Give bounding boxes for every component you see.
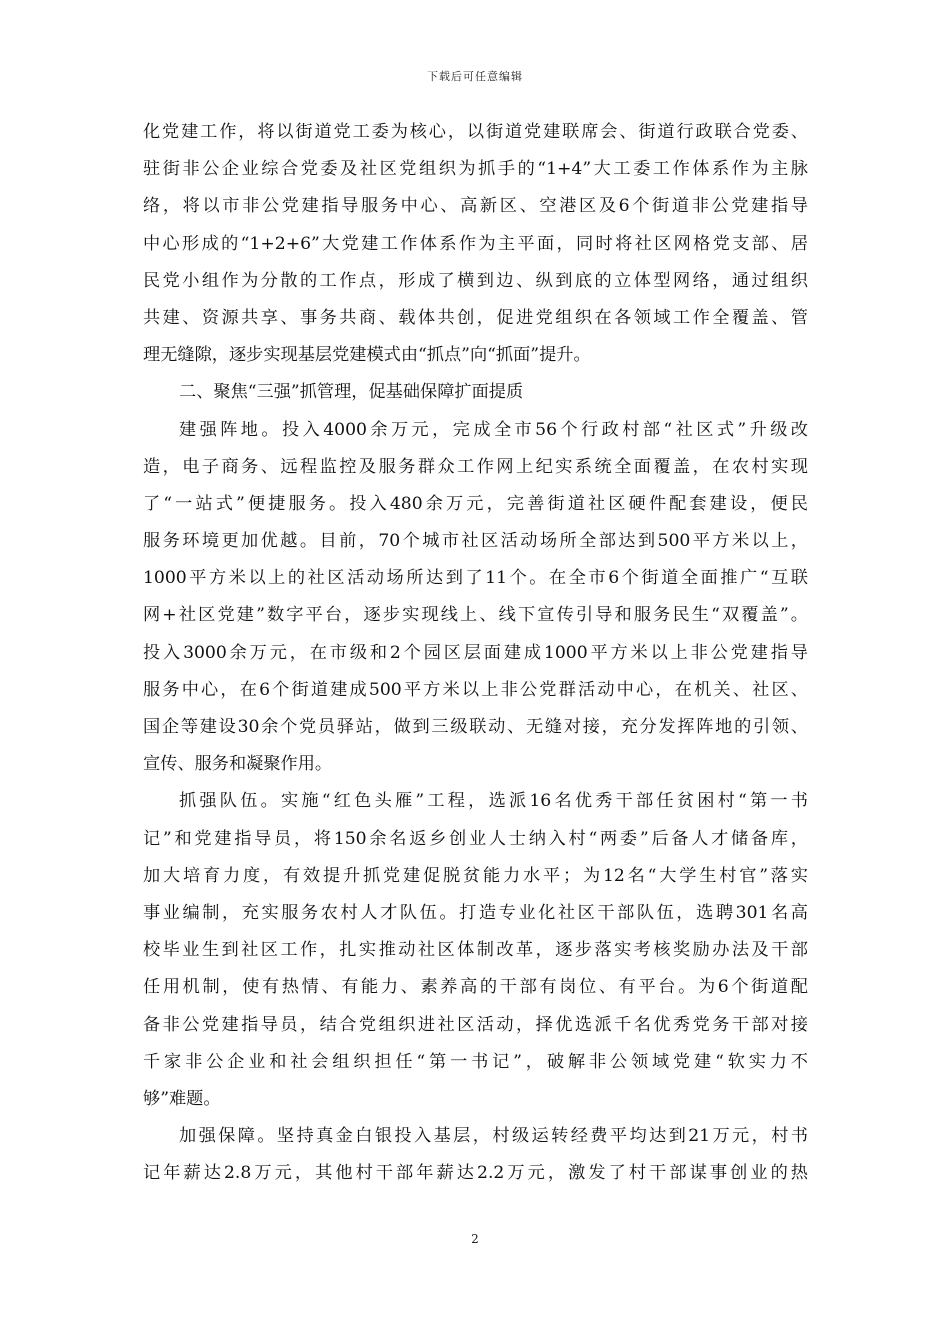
text-line: 千家非公企业和社会组织担任“第一书记”，破解非公领域党建“软实力不 [143,1051,808,1072]
text-line: 校毕业生到社区工作，扎实推动社区体制改革，逐步落实考核奖励办法及干部 [143,940,808,961]
text-line: 驻街非公企业综合党委及社区党组织为抓手的“1+4”大工委工作体系作为主脉 [143,159,808,180]
text-line: 化党建工作，将以街道党工委为核心，以街道党建联席会、街道行政联合党委、 [143,122,808,142]
document-body [143,114,808,1192]
page-number: 2 [471,1232,479,1246]
text-line: 中心形成的“1+2+6”大党建工作体系作为主平面，同时将社区网格党支部、居 [143,233,808,254]
text-line: 记”和党建指导员，将150余名返乡创业人士纳入村“两委”后备人才储备库， [143,828,808,849]
text-line: 记年薪达2.8万元，其他村干部年薪达2.2万元，激发了村干部谋事创业的热 [143,1163,808,1184]
text-line: 服务环境更加优越。目前，70个城市社区活动场所全部达到500平方米以上， [143,531,808,552]
text-line: 加强保障。坚持真金白银投入基层，村级运转经费平均达到21万元，村书 [179,1126,808,1147]
page-header: 下载后可任意编辑 [427,70,523,83]
text-line: 了“一站式”便捷服务。投入480余万元，完善街道社区硬件配套建设，便民 [143,493,808,514]
text-line: 国企等建设30余个党员驿站，做到三级联动、无缝对接，充分发挥阵地的引领、 [143,717,808,737]
text-line: 理无缝隙，逐步实现基层党建模式由“抓点”向“抓面”提升。 [143,345,591,366]
text-line: 事业编制，充实服务农村人才队伍。打造专业化社区干部队伍，选聘301名高 [143,902,808,923]
text-line: 共建、资源共享、事务共商、载体共创，促进党组织在各领域工作全覆盖、管 [143,307,808,328]
text-line: 网+社区党建”数字平台，逐步实现线上、线下宣传引导和服务民生“双覆盖”。 [143,605,808,626]
text-line: 建强阵地。投入4000余万元，完成全市56个行政村部“社区式”升级改 [179,419,808,440]
text-line: 任用机制，使有热情、有能力、素养高的干部有岗位、有平台。为6个街道配 [143,977,808,998]
text-line: 加大培育力度，有效提升抓党建促脱贫能力水平；为12名“大学生村官”落实 [143,865,808,886]
text-line: 造，电子商务、远程监控及服务群众工作网上纪实系统全面覆盖，在农村实现 [143,456,808,477]
text-line: 络，将以市非公党建指导服务中心、高新区、空港区及6个街道非公党建指导 [143,196,808,217]
text-line: 服务中心，在6个街道建成500平方米以上非公党群活动中心，在机关、社区、 [143,679,808,700]
text-line: 1000平方米以上的社区活动场所达到了11个。在全市6个街道全面推广“互联 [143,568,808,589]
text-line: 抓强队伍。实施“红色头雁”工程，选派16名优秀干部任贫困村“第一书 [179,791,808,812]
text-line: 宣传、服务和凝聚作用。 [143,754,333,775]
text-line: 投入3000余万元，在市级和2个园区层面建成1000平方米以上非公党建指导 [143,642,808,663]
text-line: 够”难题。 [143,1088,221,1109]
section-heading: 二、聚焦“三强”抓管理，促基础保障扩面提质 [179,382,524,403]
text-line: 备非公党建指导员，结合党组织进社区活动，择优选派千名优秀党务干部对接 [143,1014,808,1035]
text-line: 民党小组作为分散的工作点，形成了横到边、纵到底的立体型网络，通过组织 [143,270,808,291]
